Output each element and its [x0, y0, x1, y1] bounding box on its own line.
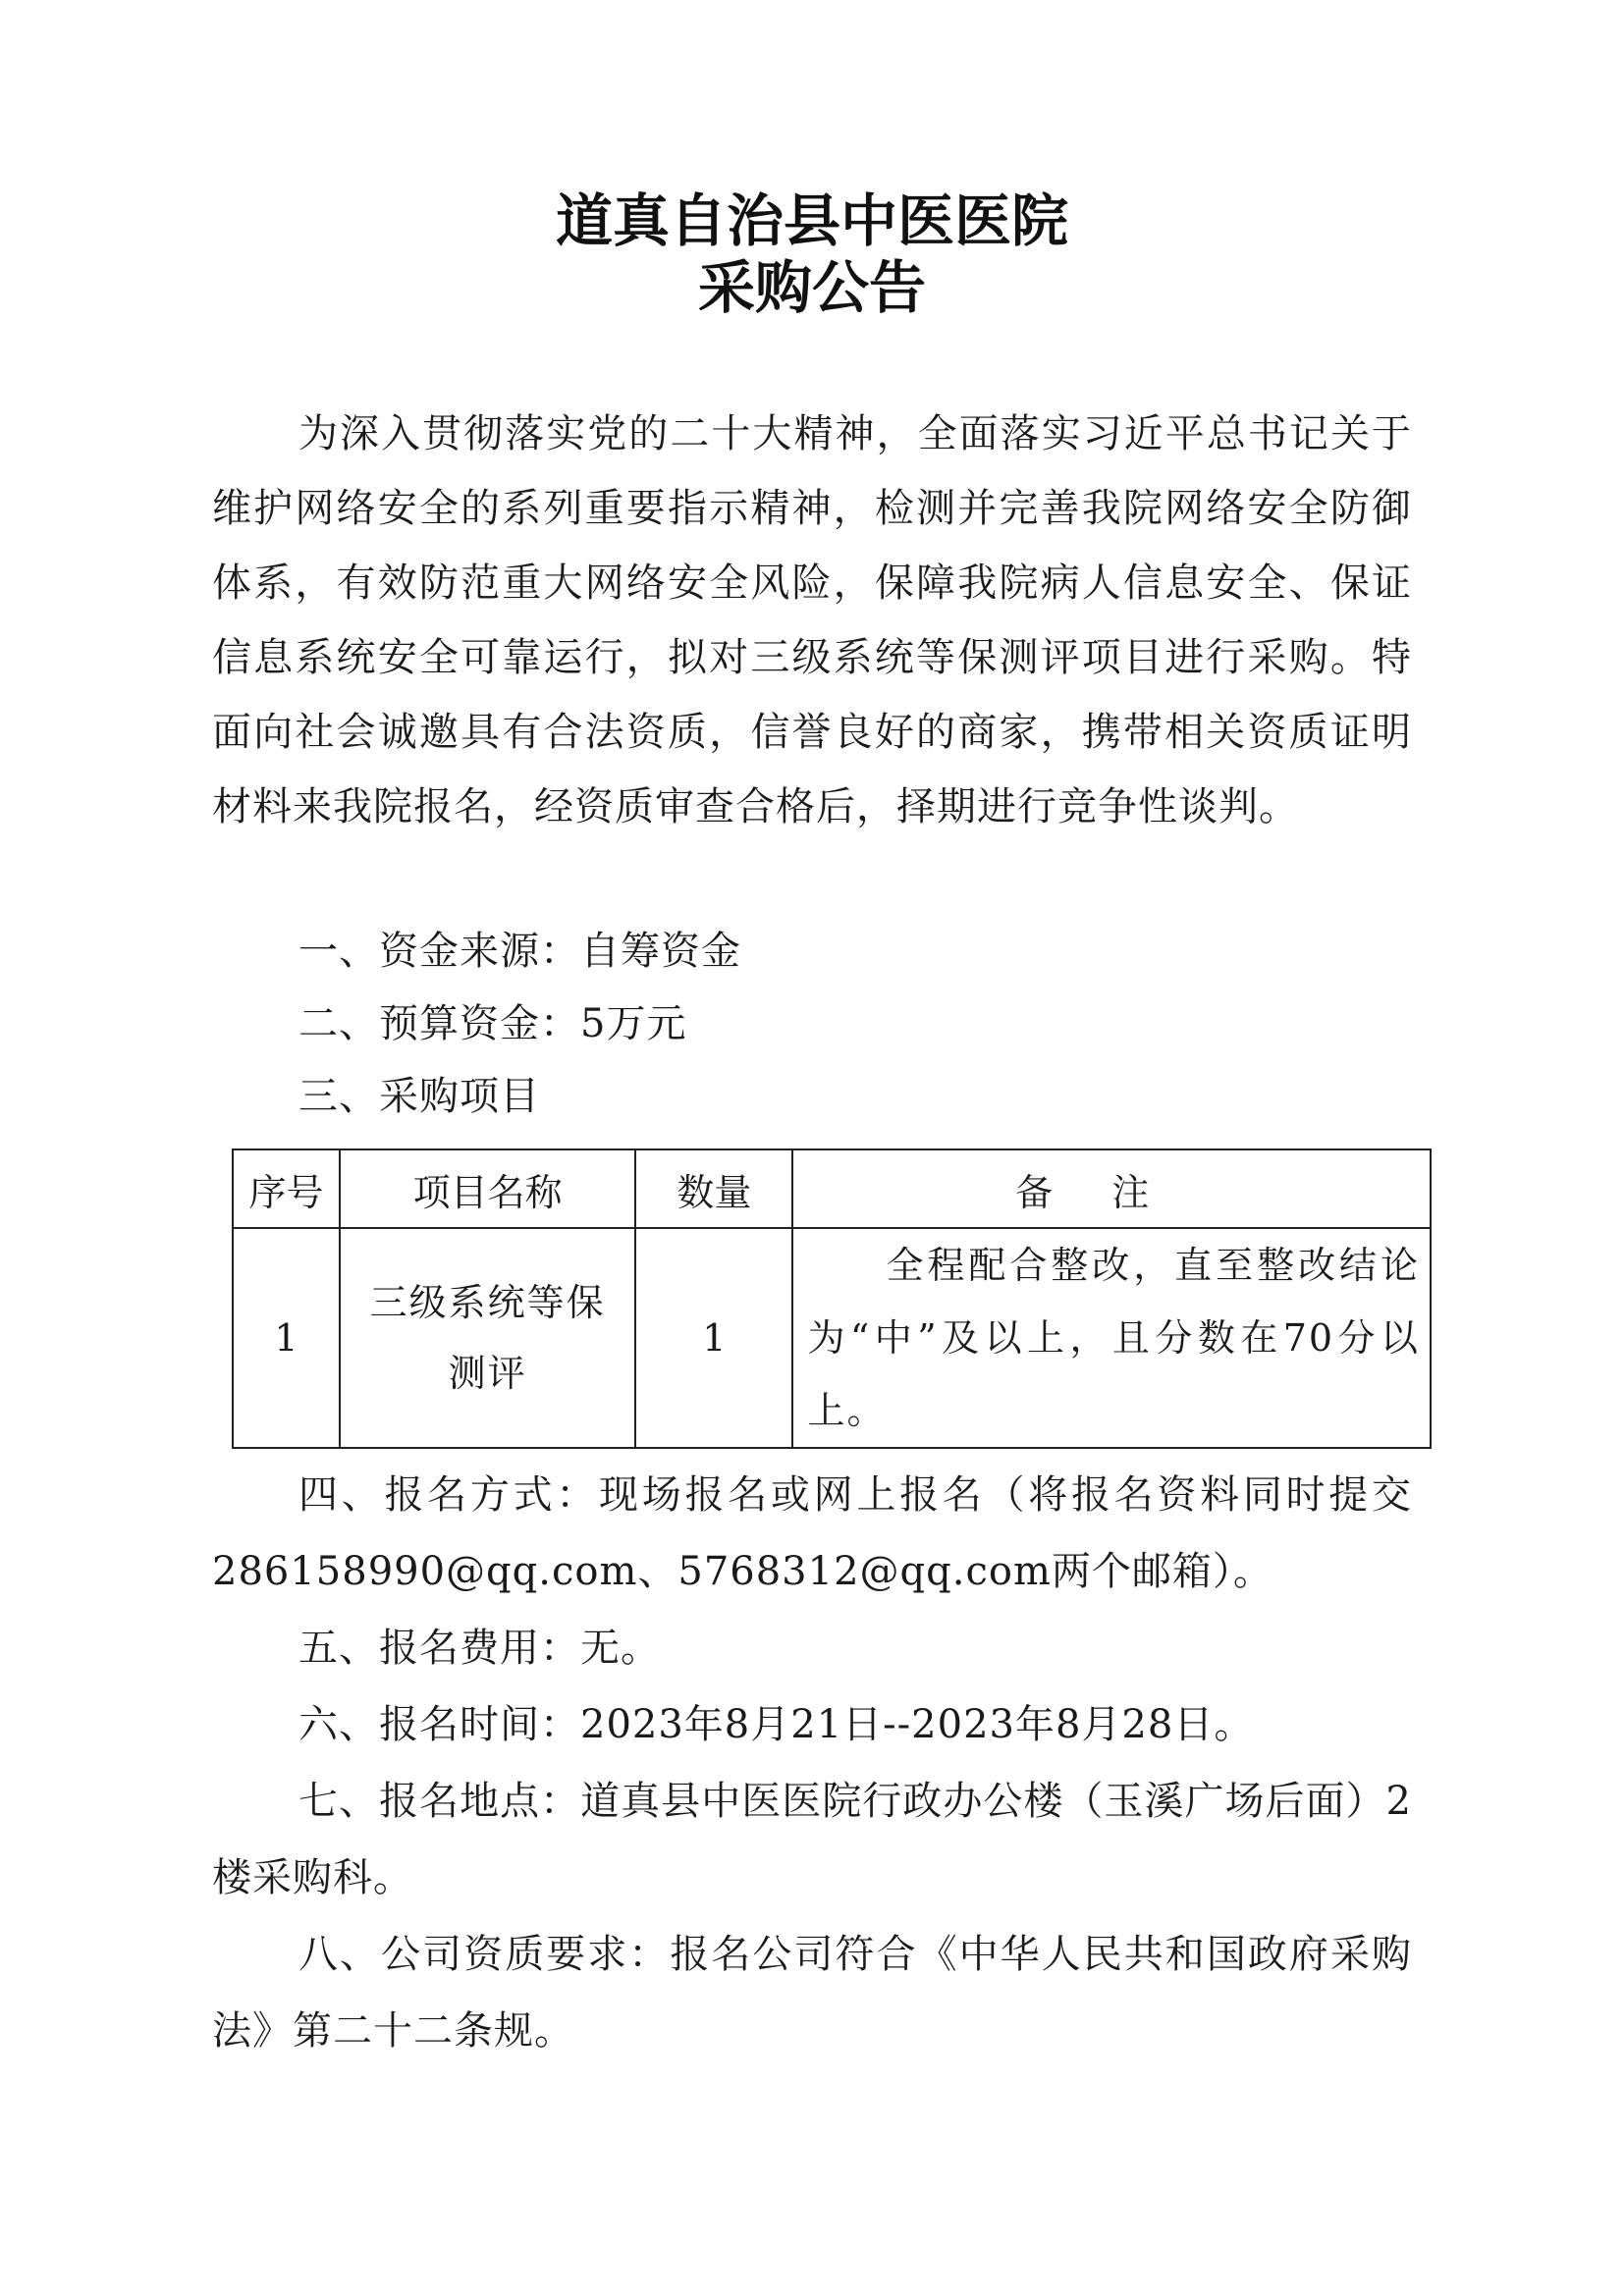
sections-before-table [212, 915, 1412, 1133]
section-registration-method: 四、报名方式：现场报名或网上报名（将报名资料同时提交286158990@qq.com、5768312@qq.com两个邮箱）。 [212, 1472, 1412, 1594]
section-funding-source: 一、资金来源：自筹资金 [298, 929, 741, 974]
remarks-text: 全程配合整改，直至整改结论为“中”及以上，且分数在70分以上。 [807, 1244, 1420, 1432]
document-subtitle: 采购公告 [697, 254, 926, 321]
section-budget: 二、预算资金：5万元 [298, 1001, 687, 1046]
header-remarks [792, 1149, 1431, 1228]
cell-remarks [792, 1228, 1431, 1448]
section-registration-location: 七、报名地点：道真县中医医院行政办公楼（玉溪广场后面）2楼采购科。 [212, 1779, 1412, 1900]
cell-item-name [340, 1228, 635, 1448]
header-serial-no: 序号 [233, 1149, 340, 1228]
header-item-name: 项目名称 [340, 1149, 635, 1228]
header-remarks-label: 备注 [1015, 1170, 1209, 1214]
document-title: 道真自治县中医医院 [555, 187, 1068, 254]
section-registration-time: 六、报名时间：2023年8月21日--2023年8月28日。 [298, 1702, 1255, 1747]
section-qualification-requirements: 八、公司资质要求：报名公司符合《中华人民共和国政府采购法》第二十二条规。 [212, 1932, 1412, 2054]
table-row [233, 1228, 1431, 1448]
section-registration-fee: 五、报名费用：无。 [298, 1626, 661, 1671]
cell-serial-no: 1 [233, 1228, 340, 1448]
header-quantity: 数量 [635, 1149, 792, 1228]
item-name-text: 三级系统等保测评 [369, 1281, 606, 1395]
cell-quantity: 1 [635, 1228, 792, 1448]
intro-paragraph: 为深入贯彻落实党的二十大精神，全面落实习近平总书记关于维护网络安全的系列重要指示精神，检测并完善我院网络安全防御体系，有效防范重大网络安全风险，保障我院病人信息安全、保证信息系统安全可靠运行，拟对三级系统等保测评项目进行采购。特面向社会诚邀具有合法资质，信誉良好的商家，携带相关资质证明材料来我院报名，经资质审查合格后，择期进行竞争性谈判。 [212, 411, 1412, 829]
procurement-table [232, 1148, 1432, 1449]
section-procurement-items: 三、采购项目 [298, 1074, 540, 1119]
sections-after-table [212, 1457, 1412, 2069]
table-header-row [233, 1149, 1431, 1228]
intro-section [212, 397, 1412, 844]
